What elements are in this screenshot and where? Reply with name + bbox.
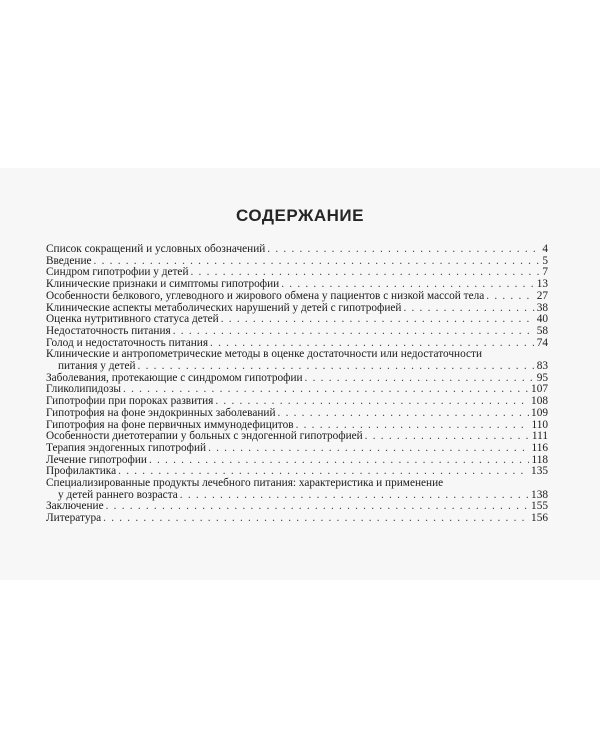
toc-entry-row bbox=[46, 291, 548, 303]
dot-leader bbox=[103, 513, 529, 525]
toc-entry bbox=[46, 326, 548, 338]
dot-leader bbox=[486, 291, 534, 303]
toc-entry-page-number: 74 bbox=[536, 336, 548, 349]
dot-leader bbox=[106, 501, 529, 513]
dot-leader bbox=[180, 490, 529, 502]
document-page bbox=[0, 168, 600, 580]
toc-entry-title: у детей раннего возраста bbox=[58, 488, 178, 501]
toc-entry-page-number: 111 bbox=[531, 430, 548, 443]
toc-entry-row bbox=[46, 501, 548, 513]
toc-entry-page-number: 109 bbox=[531, 406, 548, 419]
toc-entry bbox=[46, 349, 548, 372]
toc-entry-page-number: 95 bbox=[536, 371, 548, 384]
toc-entry-row bbox=[46, 455, 548, 467]
toc-entry-page-number: 58 bbox=[536, 324, 548, 337]
toc-entry-title: Гипотрофия на фоне эндокринных заболеваний bbox=[46, 406, 276, 419]
dot-leader bbox=[221, 314, 535, 326]
toc-entry-title: Синдром гипотрофии у детей bbox=[46, 266, 189, 279]
page-title: СОДЕРЖАНИЕ bbox=[236, 206, 364, 225]
toc-entry bbox=[46, 291, 548, 303]
toc-entry-row bbox=[46, 408, 548, 420]
toc-entry-page-number: 7 bbox=[542, 266, 548, 279]
toc-entry bbox=[46, 501, 548, 513]
toc-entry bbox=[46, 244, 548, 256]
toc-entry bbox=[46, 443, 548, 455]
toc-entry-title: питания у детей bbox=[58, 360, 136, 373]
toc-entry-title: Голод и недостаточность питания bbox=[46, 336, 209, 349]
toc-entry-row bbox=[46, 513, 548, 525]
dot-leader bbox=[365, 431, 530, 443]
toc-entry-title: Заключение bbox=[46, 500, 104, 513]
dot-leader bbox=[403, 303, 534, 315]
toc-entry-title: Клинические признаки и симптомы гипотрофии bbox=[46, 278, 280, 291]
toc-entry-page-number: 27 bbox=[536, 289, 548, 302]
toc-entry-page-number: 108 bbox=[531, 395, 548, 408]
toc-entry-title: Введение bbox=[46, 254, 92, 267]
toc-entry-page-number: 156 bbox=[531, 512, 548, 525]
toc-entry-page-number: 155 bbox=[531, 500, 548, 513]
toc-entry bbox=[46, 478, 548, 501]
toc-entry-row bbox=[46, 373, 548, 385]
toc-entry-page-number: 110 bbox=[531, 418, 548, 431]
toc-entry-title: Список сокращений и условных обозначений bbox=[46, 243, 266, 255]
toc-entry-row bbox=[46, 326, 548, 338]
toc-entry-title: Заболевания, протекающие с синдромом гипотрофии bbox=[46, 371, 303, 384]
toc-entry bbox=[46, 373, 548, 385]
toc-entry-page-number: 135 bbox=[531, 465, 548, 478]
dot-leader bbox=[138, 361, 535, 373]
toc-entry-title-line: Специализированные продукты лечебного питания: характеристика и применение bbox=[46, 477, 444, 490]
toc-entry-page-number: 40 bbox=[536, 313, 548, 326]
toc-entry-title: Профилактика bbox=[46, 465, 117, 478]
toc-entry-title: Особенности диетотерапии у больных с эндогенной гипотрофией bbox=[46, 430, 363, 443]
toc-entry bbox=[46, 513, 548, 525]
dot-leader bbox=[208, 443, 529, 455]
toc-entry-title-line: Клинические и антропометрические методы в оценке достаточности или недостаточности bbox=[46, 348, 482, 361]
toc-entry-title: Терапия эндогенных гипотрофий bbox=[46, 441, 207, 454]
toc-entry bbox=[46, 408, 548, 420]
toc-entry-title: Особенности белкового, углеводного и жирового обмена у пациентов с низкой массой тела bbox=[46, 289, 485, 302]
toc-entry-title: Литература bbox=[46, 512, 102, 525]
toc-entry-title: Недостаточность питания bbox=[46, 324, 171, 337]
toc-entry-page-number: 118 bbox=[531, 453, 548, 466]
toc-entry-title: Гипотрофия на фоне первичных иммунодефицитов bbox=[46, 418, 294, 431]
toc-entry-title: Оценка нутритивного статуса детей bbox=[46, 313, 219, 326]
dot-leader bbox=[278, 408, 530, 420]
toc-entry-page-number: 13 bbox=[536, 278, 548, 291]
dot-leader bbox=[149, 455, 530, 467]
toc-entry-title: Гипотрофии при пороках развития bbox=[46, 395, 214, 408]
toc-entry-title: Лечение гипотрофии bbox=[46, 453, 147, 466]
toc-entry-page-number: 116 bbox=[531, 441, 548, 454]
toc-entry-page-number: 107 bbox=[531, 383, 548, 396]
toc-entry-row bbox=[46, 244, 548, 256]
toc-entry-page-number: 83 bbox=[536, 360, 548, 373]
dot-leader bbox=[267, 244, 540, 256]
toc-entry bbox=[46, 455, 548, 467]
toc-entry-title: Клинические аспекты метаболических нарушений у детей с гипотрофией bbox=[46, 301, 402, 314]
toc-entry-title: Гликолипидозы bbox=[46, 383, 122, 396]
toc-entry-row bbox=[46, 361, 548, 373]
table-of-contents bbox=[46, 244, 548, 525]
toc-entry-row bbox=[46, 490, 548, 502]
toc-entry-page-number: 38 bbox=[536, 301, 548, 314]
toc-entry-row bbox=[46, 443, 548, 455]
toc-entry-page-number: 4 bbox=[542, 243, 548, 255]
toc-entry-page-number: 5 bbox=[542, 254, 548, 267]
dot-leader bbox=[305, 373, 535, 385]
toc-entry-page-number: 138 bbox=[531, 488, 548, 501]
dot-leader bbox=[173, 326, 535, 338]
